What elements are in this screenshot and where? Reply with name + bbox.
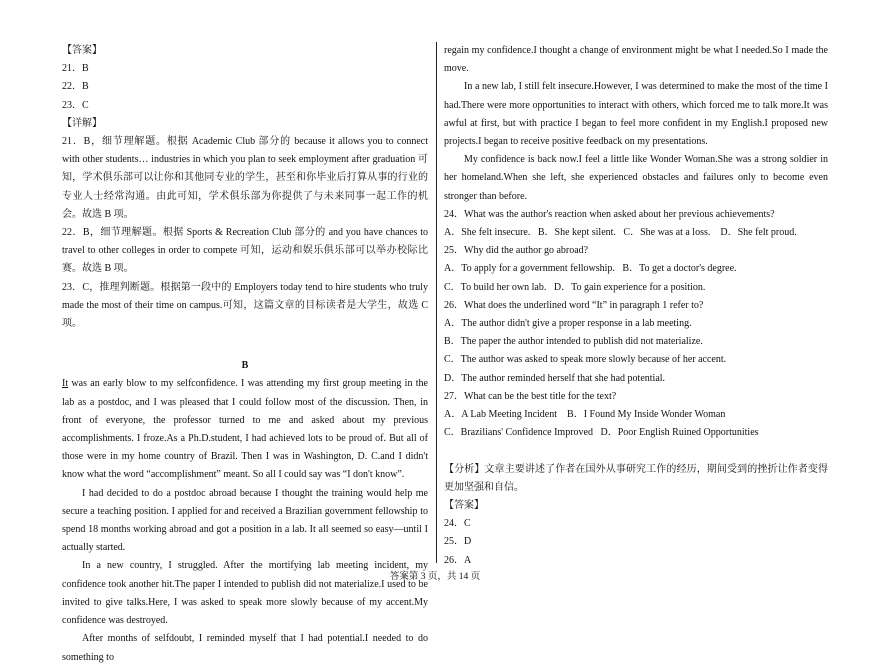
answer-21: 21．B	[62, 63, 89, 75]
answer-header-2: 【答案】	[444, 500, 484, 512]
passage-paragraph-6: My confidence is back now.I feel a little like Wonder Woman.She was a strong soldier in her homeland.When she left, she experienced obstacles and failures only to become even stronger than before.	[444, 154, 828, 202]
question-24: 24．What was the author's reaction when asked about her previous achievements?	[444, 208, 775, 220]
answer-24: 24．C	[444, 518, 471, 530]
question-26-option-b: B．The paper the author intended to publish did not materialize.	[444, 336, 703, 348]
question-25-options-1: A．To apply for a government fellowship. B．To get a doctor's degree.	[444, 263, 737, 275]
answer-22: 22．B	[62, 81, 89, 93]
passage-paragraph-1	[62, 375, 428, 484]
answer-26: 26．A	[444, 554, 472, 566]
answer-header: 【答案】	[62, 45, 102, 56]
analysis: 【分析】文章主要讲述了作者在国外从事研究工作的经历，期间受到的挫折让作者变得更加坚强和自信。	[444, 463, 828, 493]
passage-continuation: regain my confidence.I thought a change of environment might be what I needed.So I made the move.	[444, 45, 828, 75]
passage-paragraph-4: After months of selfdoubt, I reminded myself that I had potential.I needed to do something to	[62, 633, 428, 663]
passage-paragraph-3: In a new country, I struggled. After the mortifying lab meeting incident, my confidence took another hit.The paper I intended to publish did not materialize.I used to be invited to give talks.Here, I was asked to speak more slowly because of my accent.My confidence was destroyed.	[62, 560, 428, 627]
passage-paragraph-5: In a new lab, I still felt insecure.However, I was determined to make the most of the time I had.There were more opportunities to interact with others, which forced me to talk more.It was awful at first, but with practice I began to feel more confident in my English.I proposed new projects.I began to receive positive feedback on my presentations.	[444, 81, 828, 148]
answer-23: 23．C	[62, 99, 89, 111]
question-27-options-1: A．A Lab Meeting Incident B．I Found My Inside Wonder Woman	[444, 409, 726, 421]
question-27: 27．What can be the best title for the text?	[444, 390, 617, 402]
passage-paragraph-2: I had decided to do a postdoc abroad because I thought the training would help me secure a teaching position. I applied for and received a Brazilian government fellowship to spend 18 months working abroad and got a position in a lab. It all seemed so easy—until I actually started.	[62, 487, 428, 554]
detail-22: 22．B，细节理解题。根据 Sports & Recreation Club 部分的 and you have chances to travel to other colleges in order to compete 可知，运动和娱乐俱乐部可以举办校际比赛。故选 B 项。	[62, 227, 428, 275]
question-26: 26．What does the underlined word “It” in paragraph 1 refer to?	[444, 299, 704, 311]
question-26-option-d: D．The author reminded herself that she had potential.	[444, 372, 666, 384]
question-24-options: A．She felt insecure. B．She kept silent. C．She was at a loss. D．She felt proud.	[444, 227, 797, 239]
section-title: B	[241, 360, 249, 372]
question-25: 25．Why did the author go abroad?	[444, 245, 589, 257]
question-26-option-a: A．The author didn't give a proper response in a lab meeting.	[444, 318, 692, 330]
question-26-option-c: C．The author was asked to speak more slowly because of her accent.	[444, 354, 727, 366]
underlined-word-it: It	[62, 378, 69, 390]
column-divider	[436, 42, 437, 563]
detail-23: 23．C，推理判断题。根据第一段中的 Employers today tend to hire students who truly made the most of their time on campus.可知，这篇文章的目标读者是大学生，故选 C 项。	[62, 281, 428, 330]
detail-header: 【详解】	[62, 117, 102, 129]
passage-paragraph-1-text: was an early blow to my selfconfidence. I was attending my first group meeting in the lab as a postdoc, and I was pleased that I could follow most of the discussion. Then, in front of everyone, the professor turned to me and asked about my previous accomplishments. I froze.As a Ph.D.student, I had achieved lots to be proud of. But all of those were in my home country of Brazil. Then I was in Washington, D. C.and I didn't know what the word “accomplishment” meant. So all I could say was “I don't know”.	[62, 378, 428, 481]
answer-25: 25．D	[444, 536, 472, 548]
right-column	[444, 42, 828, 570]
page-footer: 答案第 3 页，共 14 页	[389, 572, 481, 582]
detail-21: 21．B，细节理解题。根据 Academic Club 部分的 because it allows you to connect with other students… industries in which you plan to seek employment after graduation 可知，学术俱乐部可以让你和其他同专业的学生，甚至和你毕业后打算从事的行业的专业人士经常沟通。由此可知，学术俱乐部为你提供了与未来同事一起工作的机会。故选 B 项。	[62, 136, 428, 220]
question-27-options-2: C．Brazilians' Confidence Improved D．Poor English Ruined Opportunities	[444, 427, 759, 439]
question-25-options-2: C．To build her own lab. D．To gain experience for a position.	[444, 281, 706, 293]
